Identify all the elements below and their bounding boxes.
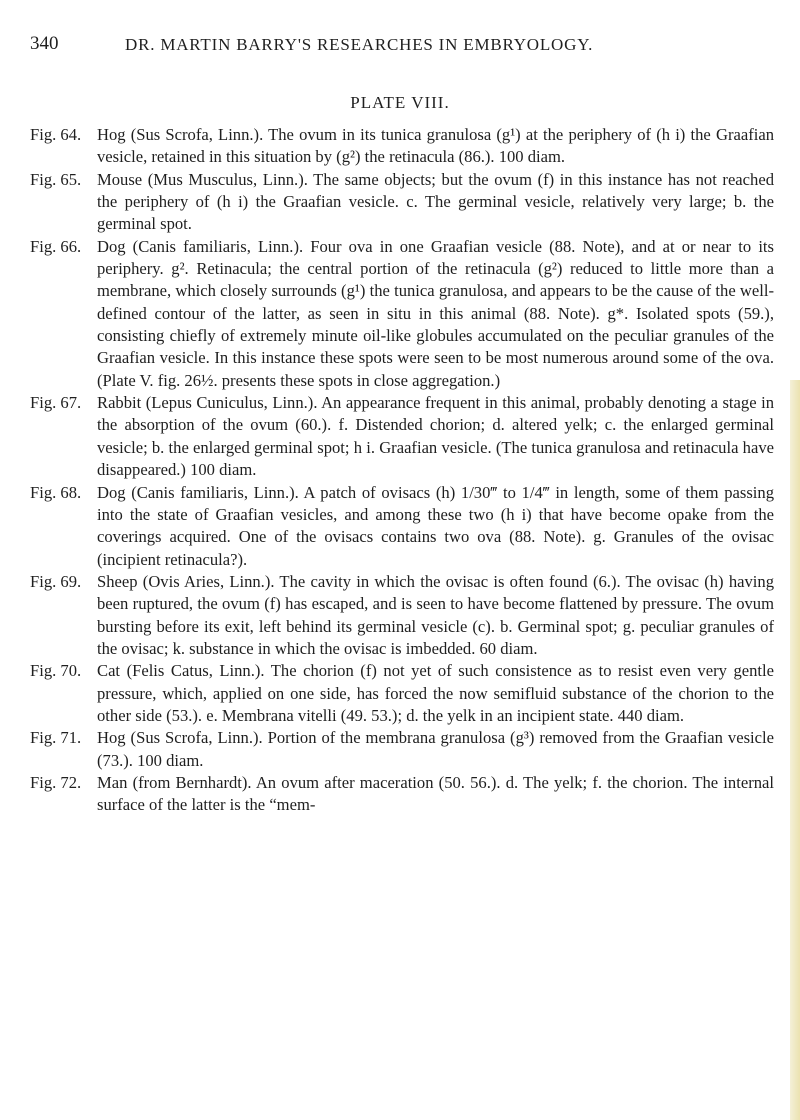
figure-description: Man (from Bernhardt). An ovum after maceration (50. 56.). d. The yelk; f. the chorion. The internal surface of the latter is the “mem- xyxy=(97,772,774,815)
figure-description: Hog (Sus Scrofa, Linn.). Portion of the membrana granulosa (g³) removed from the Graafian vesicle (73.). 100 diam. xyxy=(97,728,774,770)
figure-label: Fig. 69. xyxy=(30,571,82,591)
figure-entry-72 xyxy=(0,772,800,817)
figure-entry-66 xyxy=(0,236,800,392)
figure-label: Fig. 65. xyxy=(30,169,82,189)
running-title: DR. MARTIN BARRY'S RESEARCHES IN EMBRYOLOGY. xyxy=(125,35,594,54)
plate-title: PLATE VIII. xyxy=(350,93,450,112)
page-edge-tint xyxy=(790,380,800,1120)
figure-label: Fig. 66. xyxy=(30,236,82,256)
figure-entry-65 xyxy=(0,169,800,236)
figure-description: Rabbit (Lepus Cuniculus, Linn.). An appearance frequent in this animal, probably denoting a stage in the absorption of the ovum (60.). f. Distended chorion; d. altered yelk; c. the enlarged germinal vesicle; b. the enlarged germinal spot; h i. Graafian vesicle. (The tunica granulosa and retinacula have disappeared.) 100 diam. xyxy=(97,393,774,480)
running-head xyxy=(30,33,770,57)
figure-entry-64 xyxy=(0,124,800,169)
figure-description: Dog (Canis familiaris, Linn.). Four ova in one Graafian vesicle (88. Note), and at or near to its periphery. g². Retinacula; the central portion of the retinacula (g²) reduced to little more than a membrane, which closely surrounds (g¹) the tunica granulosa, and appears to be the cause of the well-defined contour of the latter, as seen in situ in this animal (88. Note). g*. Isolated spots (59.), consisting chiefly of extremely minute oil-like globules accumulated on the peculiar granules of the Graafian vesicle. In this instance these spots were seen to be most numerous around some of the ova. (Plate V. fig. 26½. presents these spots in close aggregation.) xyxy=(97,236,774,390)
figure-description: Hog (Sus Scrofa, Linn.). The ovum in its tunica granulosa (g¹) at the periphery of (h i) the Graafian vesicle, retained in this situation by (g²) the retinacula (86.). 100 diam. xyxy=(97,125,774,167)
figure-label: Fig. 72. xyxy=(30,772,82,792)
figure-label: Fig. 64. xyxy=(30,125,82,144)
figure-description: Cat (Felis Catus, Linn.). The chorion (f) not yet of such consistence as to resist even very gentle pressure, which, applied on one side, has forced the now semifluid substance of the chorion to the other side (53.). e. Membrana vitelli (49. 53.); d. the yelk in an incipient state. 440 diam. xyxy=(97,661,774,725)
figure-label: Fig. 71. xyxy=(30,728,82,748)
figure-entry-69 xyxy=(0,571,800,660)
figure-description: Mouse (Mus Musculus, Linn.). The same objects; but the ovum (f) in this instance has not reached the periphery of (h i) the Graafian vesicle. c. The germinal vesicle, relatively very large; b. the germinal spot. xyxy=(97,169,774,234)
figure-entry-67 xyxy=(0,392,800,481)
page-number: 340 xyxy=(30,33,59,54)
figure-label: Fig. 70. xyxy=(30,661,82,681)
figure-description: Dog (Canis familiaris, Linn.). A patch of ovisacs (h) 1/30‴ to 1/4‴ in length, some of them passing into the state of Graafian vesicles, and among these two (h i) that have become opake from the coverings acquired. One of the ovisacs contains two ova (88. Note). g. Granules of the ovisac (incipient retinacula?). xyxy=(97,482,774,569)
figure-label: Fig. 67. xyxy=(30,393,82,413)
figure-entry-70 xyxy=(0,660,800,727)
figure-entry-71 xyxy=(0,727,800,772)
figure-entry-68 xyxy=(0,482,800,571)
figure-label: Fig. 68. xyxy=(30,482,82,502)
figure-explanations xyxy=(0,124,800,817)
figure-description: Sheep (Ovis Aries, Linn.). The cavity in which the ovisac is often found (6.). The ovisac (h) having been ruptured, the ovum (f) has escaped, and is seen to have become flattened by pressure. The ovum bursting before its exit, left behind its germinal vesicle (c). b. Germinal spot; g. peculiar granules of the ovisac; k. substance in which the ovisac is imbedded. 60 diam. xyxy=(97,571,774,658)
